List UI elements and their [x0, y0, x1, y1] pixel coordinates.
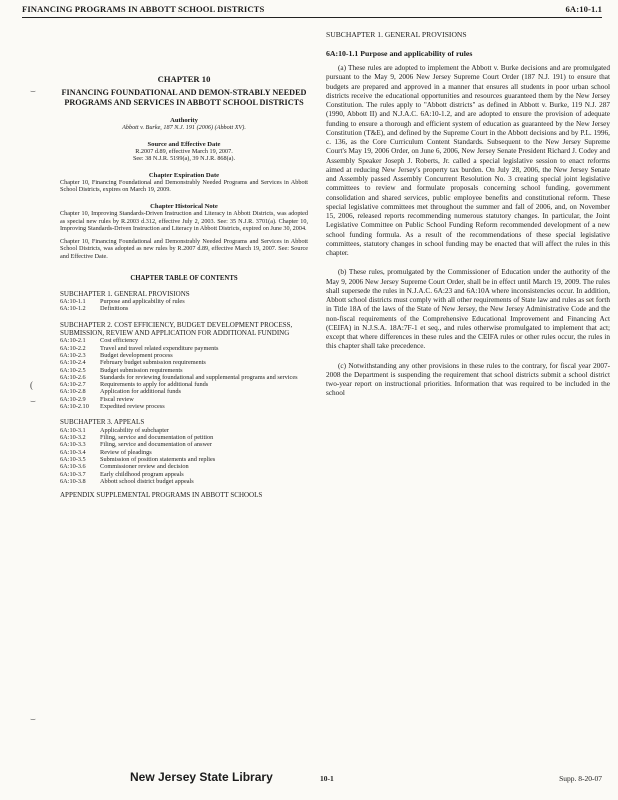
authority-heading: Authority — [170, 117, 198, 124]
toc-item: 6A:10-2.5 Budget submission requirements — [60, 366, 183, 374]
toc-subchapter-title: SUBCHAPTER 1. GENERAL PROVISIONS — [60, 289, 190, 298]
toc-subchapter-2 — [60, 321, 308, 411]
toc-item: 6A:10-2.2 Travel and travel related expenditure payments — [60, 344, 219, 352]
library-watermark: New Jersey State Library — [130, 770, 273, 784]
toc-item: 6A:10-2.8 Application for additional funds — [60, 388, 181, 396]
toc-item: 6A:10-3.1 Applicability of subchapter — [60, 426, 169, 434]
page-number: 10-1 — [320, 774, 334, 783]
toc-item: 6A:10-2.4 February budget submission requirements — [60, 359, 206, 367]
source-line-2: See: 38 N.J.R. 5199(a), 39 N.J.R. 868(a). — [132, 155, 236, 163]
margin-mark: ⌣ — [30, 714, 36, 724]
toc-subchapter-title: SUBCHAPTER 3. APPEALS — [60, 418, 145, 427]
paragraph-b: (b) These rules, promulgated by the Commissioner of Education under the authority of the May 9, 2006 New Jersey Supreme Court Order, shall be in effect until March 19, 2009. The rules shall supersede the rules in N.J.A.C. 6A:23 and 6A:10A where inconsistencies occur. In addition, Abbott school districts must comply with all other requirements of State law and rules as set forth in Title 18A of the laws of the State of New Jersey, the New Jersey Administrative Code and the non-fiscal requirements of the Comprehensive Educational Improvement and Financing Act (CEIFA) in N.J.S.A. 18A:7F-1 et seq., and rules otherwise promulgated to implement that act; except that where differences in these rules and the CEIFA rules or other rules occur, the rules in this chapter shall take precedence. — [326, 268, 610, 351]
authority-text: Abbott v. Burke, 187 N.J. 191 (2006) (Abbott XV). — [122, 124, 246, 131]
toc-item: 6A:10-2.7 Requirements to apply for additional funds — [60, 381, 209, 389]
expiration-heading: Chapter Expiration Date — [148, 171, 220, 179]
history-heading: Chapter Historical Note — [150, 202, 218, 210]
toc-item: 6A:10-1.1 Purpose and applicability of rules — [60, 297, 185, 305]
margin-mark: ⌣ — [30, 396, 36, 406]
source-line-1: R.2007 d.89, effective March 19, 2007. — [135, 147, 233, 155]
header-section-number: 6A:10-1.1 — [565, 4, 602, 14]
header-title: FINANCING PROGRAMS IN ABBOTT SCHOOL DISTRICTS — [22, 4, 265, 14]
toc-item: 6A:10-2.9 Fiscal review — [60, 395, 134, 403]
running-header — [22, 4, 602, 17]
expiration-text: Chapter 10, Financing Foundational and Demonstrably Needed Programs and Services in Abbott School Districts, expires on March 19, 2009. — [60, 178, 308, 194]
margin-mark: ( — [30, 380, 33, 390]
history-text-2: Chapter 10, Financing Foundational and Demonstrably Needed Programs and Services in Abbott School Districts, was adopted as new rules by R.2007 d.89, effective March 19, 2007. See: Source and Effective Date. — [60, 237, 308, 260]
toc-item: 6A:10-3.6 Commissioner review and decision — [60, 463, 189, 471]
toc-item: 6A:10-3.4 Review of pleadings — [60, 448, 152, 456]
section-heading: 6A:10-1.1 Purpose and applicability of rules — [326, 49, 473, 58]
toc-item: 6A:10-3.2 Filing, service and documentation of petition — [60, 434, 214, 442]
toc-subchapter-1 — [60, 290, 308, 313]
toc-item: 6A:10-2.10 Expedited review process — [60, 403, 165, 411]
paragraph-c: (c) Notwithstanding any other provisions in these rules to the contrary, for fiscal year 2007-2008 the Department is suspending the requirement that school districts submit a school district two-year report on instructional priorities. Information that was required to be included in the school — [326, 361, 610, 398]
toc-item: 6A:10-3.5 Submission of position statements and replies — [60, 455, 216, 463]
margin-mark: ⌣ — [30, 86, 36, 96]
toc-subchapter-3 — [60, 418, 308, 485]
toc-item: 6A:10-3.7 Early childhood program appeals — [60, 470, 184, 478]
toc-item: 6A:10-3.8 Abbott school district budget appeals — [60, 477, 194, 485]
toc-item: 6A:10-1.2 Definitions — [60, 305, 129, 313]
paragraph-a: (a) These rules are adopted to implement the Abbott v. Burke decisions and are promulgated pursuant to the May 9, 2006 New Jersey Supreme Court Order (187 N.J. 191) to ensure that budgets are prepared and approved in a manner that ensures all students in poor urban school districts receive the educational opportunities and resources guaranteed them by the New Jersey Constitution. The rules apply to "Abbott districts" as defined in Abbott v. Burke, 119 N.J. 287 (1990, Abbott II) and N.J.A.C. 6A:10-1.2, and are adopted to ensure the provision of adequate funding to ensure a thorough and efficient system of education as guaranteed by the New Jersey Constitution (T&E), and defined by the Supreme Court in the Abbott decisions and by P.L. 1996, c. 136, as the Core Curriculum Content Standards. Subsequent to the New Jersey Supreme Court's May 19, 2006 Order, on June 6, 2006, New Jersey Senate President Richard J. Codey and Assembly Speaker Joseph J. Roberts, Jr. called a special legislative session to enact reforms aimed at reducing New Jersey's property tax burden. On July 28, 2006, the New Jersey Senate and Assembly passed Assembly Concurrent Resolution No. 3 creating special joint legislative committees to review and formulate proposals concerning school funding, government consolidation and shared services, public employee benefits and constitutional reform. These special legislative committees met throughout the summer and fall of 2006, and, on November 15, 2006, released reports recommending numerous statutory changes. In particular, the Joint Legislative Committee on Public School Funding Reform recommended development of a new school funding formula. As a result of the recommendations of these special legislative committees, statutory changes in school funding may be enacted that will affect the rules in this chapter. — [326, 64, 610, 257]
toc-appendix: APPENDIX SUPPLEMENTAL PROGRAMS IN ABBOTT SCHOOLS — [60, 491, 263, 500]
source-heading: Source and Effective Date — [147, 140, 221, 148]
toc-heading: CHAPTER TABLE OF CONTENTS — [130, 274, 238, 282]
history-text-1: Chapter 10, Improving Standards-Driven Instruction and Literacy in Abbott Districts, was adopted as special new rules by R.2003 d.312, effective July 2, 2003. See: 35 N.J.R. 3701(a). Chapter 10, Improving Standards-Driven Instruction and Literacy in Abbott Districts, expired on June 30, 2004. — [60, 209, 308, 233]
toc-item: 6A:10-2.1 Cost efficiency — [60, 337, 139, 345]
supplement-date: Supp. 8-20-07 — [559, 774, 602, 783]
left-column — [60, 30, 308, 500]
right-column — [326, 30, 610, 399]
chapter-number: CHAPTER 10 — [157, 74, 211, 84]
toc-item: 6A:10-2.3 Budget development process — [60, 351, 173, 359]
header-rule — [22, 17, 602, 18]
subchapter-heading: SUBCHAPTER 1. GENERAL PROVISIONS — [326, 30, 467, 39]
toc-subchapter-title: SUBCHAPTER 2. COST EFFICIENCY, BUDGET DEVELOPMENT PROCESS, SUBMISSION, REVIEW AND APPLICATION FOR ADDITIONAL FUNDING — [60, 320, 293, 337]
chapter-title: FINANCING FOUNDATIONAL AND DEMON-STRABLY NEEDED PROGRAMS AND SERVICES IN ABBOTT SCHOOL DISTRICTS — [61, 88, 307, 107]
toc-item: 6A:10-3.3 Filing, service and documentation of answer — [60, 441, 212, 449]
toc-item: 6A:10-2.6 Standards for reviewing foundational and supplemental programs and services — [60, 373, 298, 381]
